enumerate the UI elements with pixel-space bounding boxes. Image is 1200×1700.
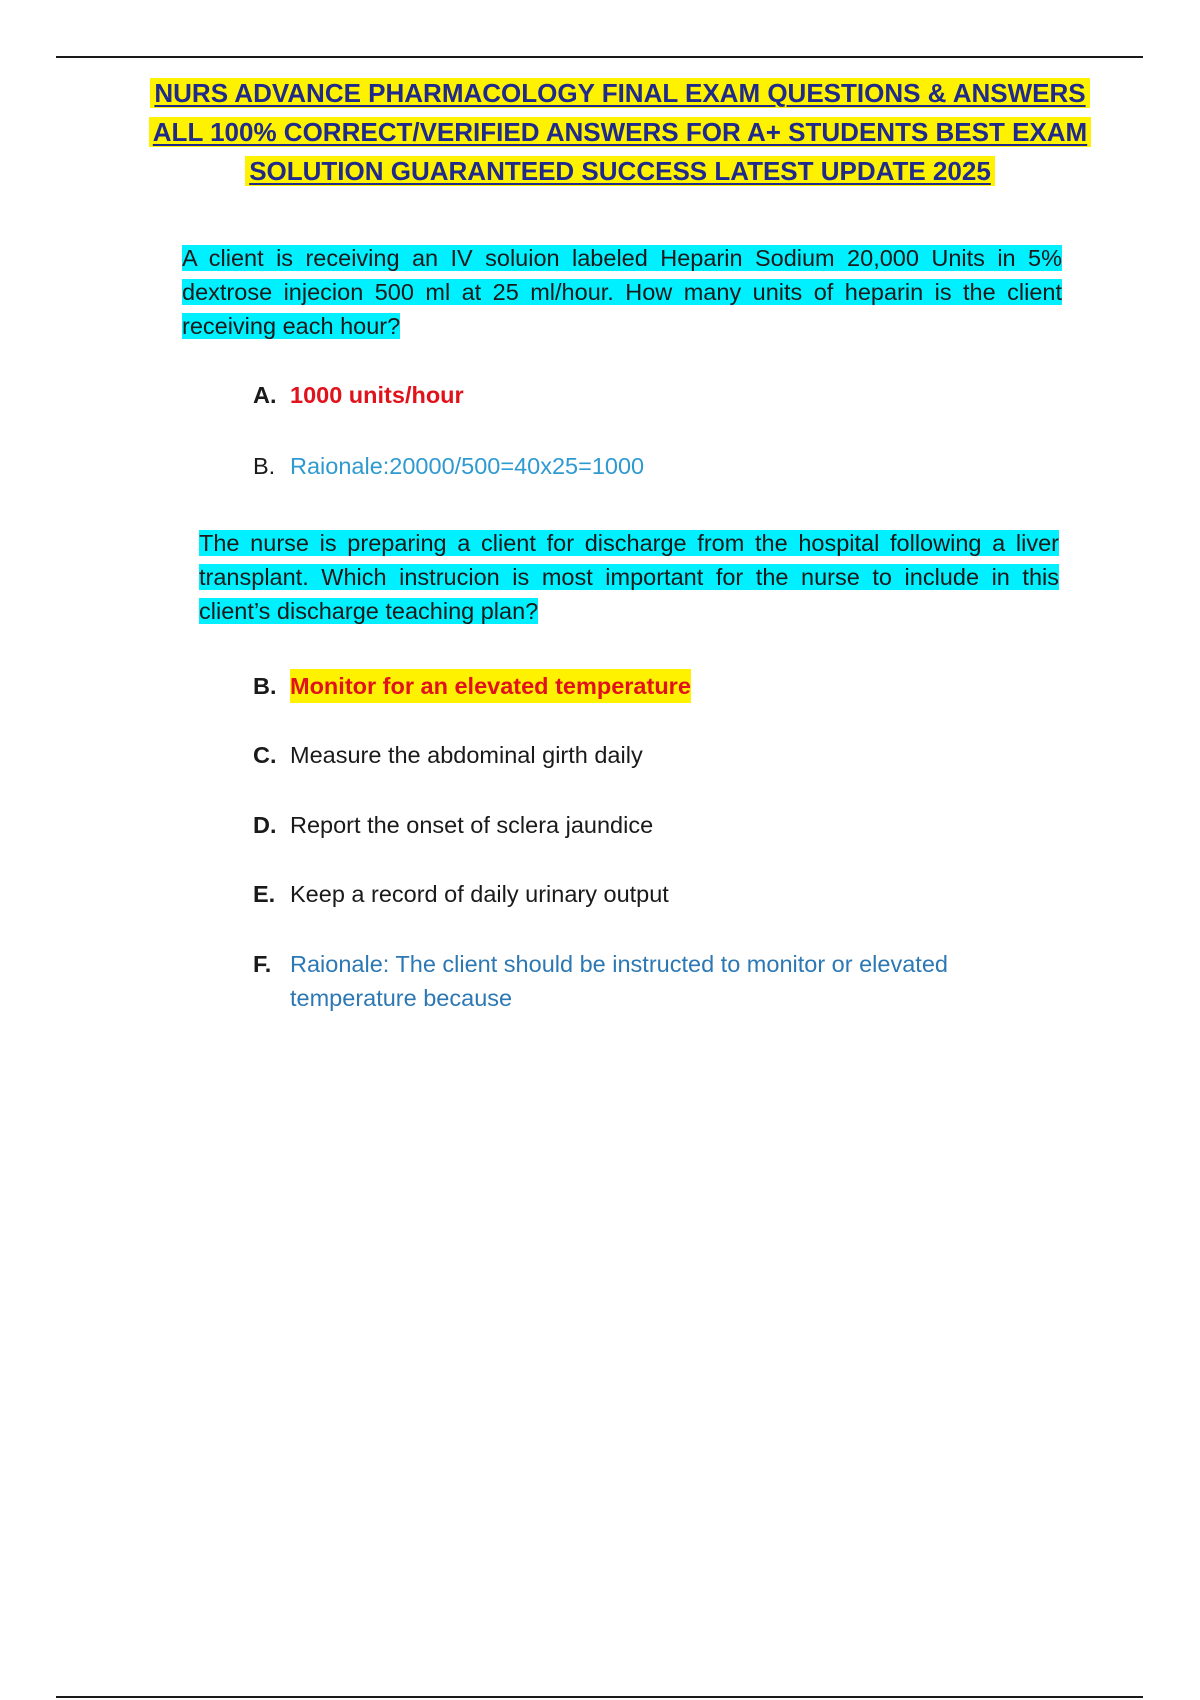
option-letter: A. [253,382,277,408]
option-letter: B. [253,453,276,479]
title-line-2: ALL 100% CORRECT/VERIFIED ANSWERS FOR A+ STUDENTS BEST EXAM [149,117,1091,147]
top-rule [56,56,1143,58]
question-1-option-a [253,378,464,412]
document-title [110,74,1130,191]
question-2-option-e [253,877,669,911]
question-2-option-b [253,669,691,703]
option-letter: D. [253,812,277,838]
question-1-option-b [253,449,644,483]
option-letter: C. [253,742,277,768]
option-text: Keep a record of daily urinary output [290,881,669,907]
option-letter: B. [253,673,277,699]
title-line-1: NURS ADVANCE PHARMACOLOGY FINAL EXAM QUESTIONS & ANSWERS [150,78,1089,108]
correct-answer: 1000 units/hour [290,382,464,408]
option-text: Report the onset of sclera jaundice [290,812,654,838]
question-2-text: The nurse is preparing a client for discharge from the hospital following a liver transplant. Which instrucion is most important for the nurse to include in this client’s discharge teaching plan? [199,530,1059,624]
rationale-text: Raionale: The client should be instructed to monitor or elevated temperature because [290,951,948,1011]
question-1 [182,241,1062,343]
question-2-option-c [253,738,643,772]
question-2 [199,526,1059,628]
option-letter: F. [253,951,272,977]
option-letter: E. [253,881,276,907]
correct-answer: Monitor for an elevated temperature [290,669,691,703]
question-2-option-d [253,808,653,842]
bottom-rule [56,1696,1143,1698]
option-text: Measure the abdominal girth daily [290,742,643,768]
title-line-3: SOLUTION GUARANTEED SUCCESS LATEST UPDATE 2025 [245,156,995,186]
rationale-text: Raionale:20000/500=40x25=1000 [290,453,645,479]
question-1-text: A client is receiving an IV soluion labeled Heparin Sodium 20,000 Units in 5% dextrose injecion 500 ml at 25 ml/hour. How many units of heparin is the client receiving each hour? [182,245,1062,339]
question-2-option-f [253,947,1050,1015]
